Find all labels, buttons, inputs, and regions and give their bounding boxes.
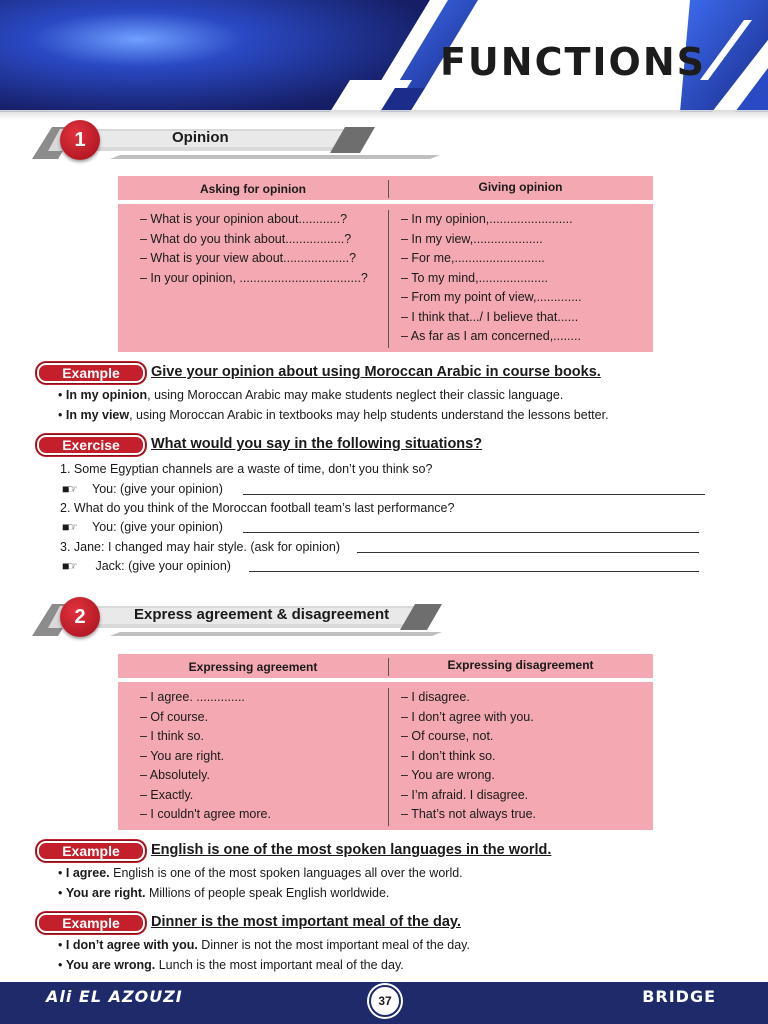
agreement-table: [118, 654, 653, 830]
list-item: – I don’t agree with you.: [401, 709, 534, 724]
exercise-answer-prompt: [62, 520, 223, 534]
example-prompt: Give your opinion about using Moroccan Arabic in course books.: [151, 364, 601, 380]
page-number: 37: [369, 985, 401, 1017]
disagreement-list: [401, 688, 536, 825]
bullet: •: [58, 886, 63, 900]
example-answer-line: [58, 866, 463, 880]
section-1-heading: [30, 117, 450, 163]
page-title: FUNCTIONS: [439, 40, 706, 84]
example-answer-line: [58, 408, 609, 422]
column-divider: [388, 210, 389, 348]
list-item: – I think that.../ I believe that......: [401, 309, 579, 324]
answer-text: English is one of the most spoken languages all over the world.: [109, 866, 463, 880]
table-body: [118, 682, 653, 830]
key-phrase: In my view: [65, 408, 130, 422]
list-item: – Absolutely.: [140, 768, 210, 782]
page-footer: [0, 982, 768, 1024]
opinion-table: [118, 176, 653, 352]
pointing-hand-icon: ■☞: [62, 559, 77, 573]
list-item: – In your opinion, ...................................?: [140, 270, 368, 285]
list-item: – I don’t think so.: [401, 748, 496, 763]
pointing-hand-icon: ■☞: [62, 520, 77, 534]
answer-label: You: (give your opinion): [92, 520, 223, 534]
list-item: – In my opinion,........................: [401, 212, 573, 226]
answer-blank-line[interactable]: [357, 552, 699, 553]
answer-label: Jack: (give your opinion): [95, 559, 231, 573]
list-item: – What do you think about.................?: [140, 231, 352, 246]
list-item: – Of course, not.: [401, 729, 494, 743]
answer-text: Dinner is not the most important meal of the day.: [197, 938, 470, 952]
answer-blank-line[interactable]: [249, 571, 699, 572]
answer-text: , using Moroccan Arabic in textbooks may help students understand the lessons better.: [129, 408, 609, 422]
table-body: [118, 204, 653, 352]
answer-text: Lunch is the most important meal of the day.: [155, 958, 404, 972]
list-item: – Of course.: [140, 709, 209, 724]
section-number-badge: 1: [60, 120, 100, 160]
section-title: Opinion: [172, 129, 229, 146]
list-item: – What is your opinion about............?: [140, 212, 348, 226]
list-item: – I’m afraid. I disagree.: [401, 787, 529, 802]
column-header-disagreement: Expressing disagreement: [447, 658, 594, 672]
section-2-heading: [30, 594, 450, 640]
key-phrase: In my opinion: [65, 388, 148, 402]
column-divider: [388, 658, 389, 676]
list-item: – For me,..........................: [401, 251, 545, 265]
column-header-agreement: Expressing agreement: [188, 660, 318, 674]
column-header-asking: Asking for opinion: [200, 182, 306, 196]
column-header-giving: Giving opinion: [478, 180, 563, 194]
author-name: Ali EL AZOUZI: [46, 987, 183, 1006]
exercise-question: 1. Some Egyptian channels are a waste of time, don’t you think so?: [60, 462, 433, 476]
column-divider: [388, 180, 389, 198]
example-answer-line: [58, 388, 563, 402]
exercise-question: 2. What do you think of the Moroccan football team’s last performance?: [60, 501, 455, 515]
exercise-answer-prompt: [62, 482, 223, 496]
list-item: – In my view,....................: [401, 231, 543, 246]
example-tag: Example: [36, 912, 146, 934]
giving-opinion-list: [401, 210, 582, 347]
bullet: •: [58, 388, 63, 402]
list-item: – Exactly.: [140, 787, 194, 802]
agreement-list: [140, 688, 271, 825]
exercise-answer-prompt: [62, 559, 231, 573]
asking-opinion-list: [140, 210, 368, 288]
list-item: – You are wrong.: [401, 768, 495, 782]
book-brand: BRIDGE: [642, 987, 716, 1006]
bullet: •: [58, 408, 63, 422]
example-prompt: English is one of the most spoken languages in the world.: [151, 842, 552, 858]
answer-blank-line[interactable]: [243, 532, 699, 533]
answer-text: , using Moroccan Arabic may make students neglect their classic language.: [147, 388, 564, 402]
exercise-tag: Exercise: [36, 434, 146, 456]
column-divider: [388, 688, 389, 826]
exercise-question: 3. Jane: I changed may hair style. (ask for opinion): [60, 540, 341, 554]
bullet: •: [58, 938, 63, 952]
bullet: •: [58, 866, 63, 880]
list-item: – As far as I am concerned,........: [401, 329, 581, 343]
list-item: – I agree. ..............: [140, 690, 245, 704]
example-tag: Example: [36, 840, 146, 862]
answer-text: Millions of people speak English worldwide.: [145, 886, 390, 900]
list-item: – You are right.: [140, 748, 225, 763]
key-phrase: You are wrong.: [65, 958, 156, 972]
example-answer-line: [58, 886, 389, 900]
exercise-prompt: What would you say in the following situations?: [151, 436, 483, 452]
list-item: – What is your view about...................?: [140, 251, 357, 265]
section-title: Express agreement & disagreement: [134, 606, 390, 623]
example-prompt: Dinner is the most important meal of the day.: [151, 914, 461, 930]
key-phrase: I agree.: [65, 866, 110, 880]
list-item: – I think so.: [140, 729, 204, 743]
section-number-badge: 2: [60, 597, 100, 637]
example-answer-line: [58, 938, 470, 952]
table-header-row: [118, 176, 653, 200]
list-item: – I couldn't agree more.: [140, 807, 271, 821]
page-header: [0, 0, 768, 112]
key-phrase: I don’t agree with you.: [65, 938, 198, 952]
key-phrase: You are right.: [65, 886, 146, 900]
answer-label: You: (give your opinion): [92, 482, 223, 496]
pointing-hand-icon: ■☞: [62, 482, 77, 496]
example-answer-line: [58, 958, 404, 972]
list-item: – From my point of view,.............: [401, 290, 582, 304]
table-header-row: [118, 654, 653, 678]
bullet: •: [58, 958, 63, 972]
list-item: – That’s not always true.: [401, 807, 537, 821]
example-tag: Example: [36, 362, 146, 384]
list-item: – To my mind,....................: [401, 270, 549, 285]
list-item: – I disagree.: [401, 690, 470, 704]
answer-blank-line[interactable]: [243, 494, 705, 495]
